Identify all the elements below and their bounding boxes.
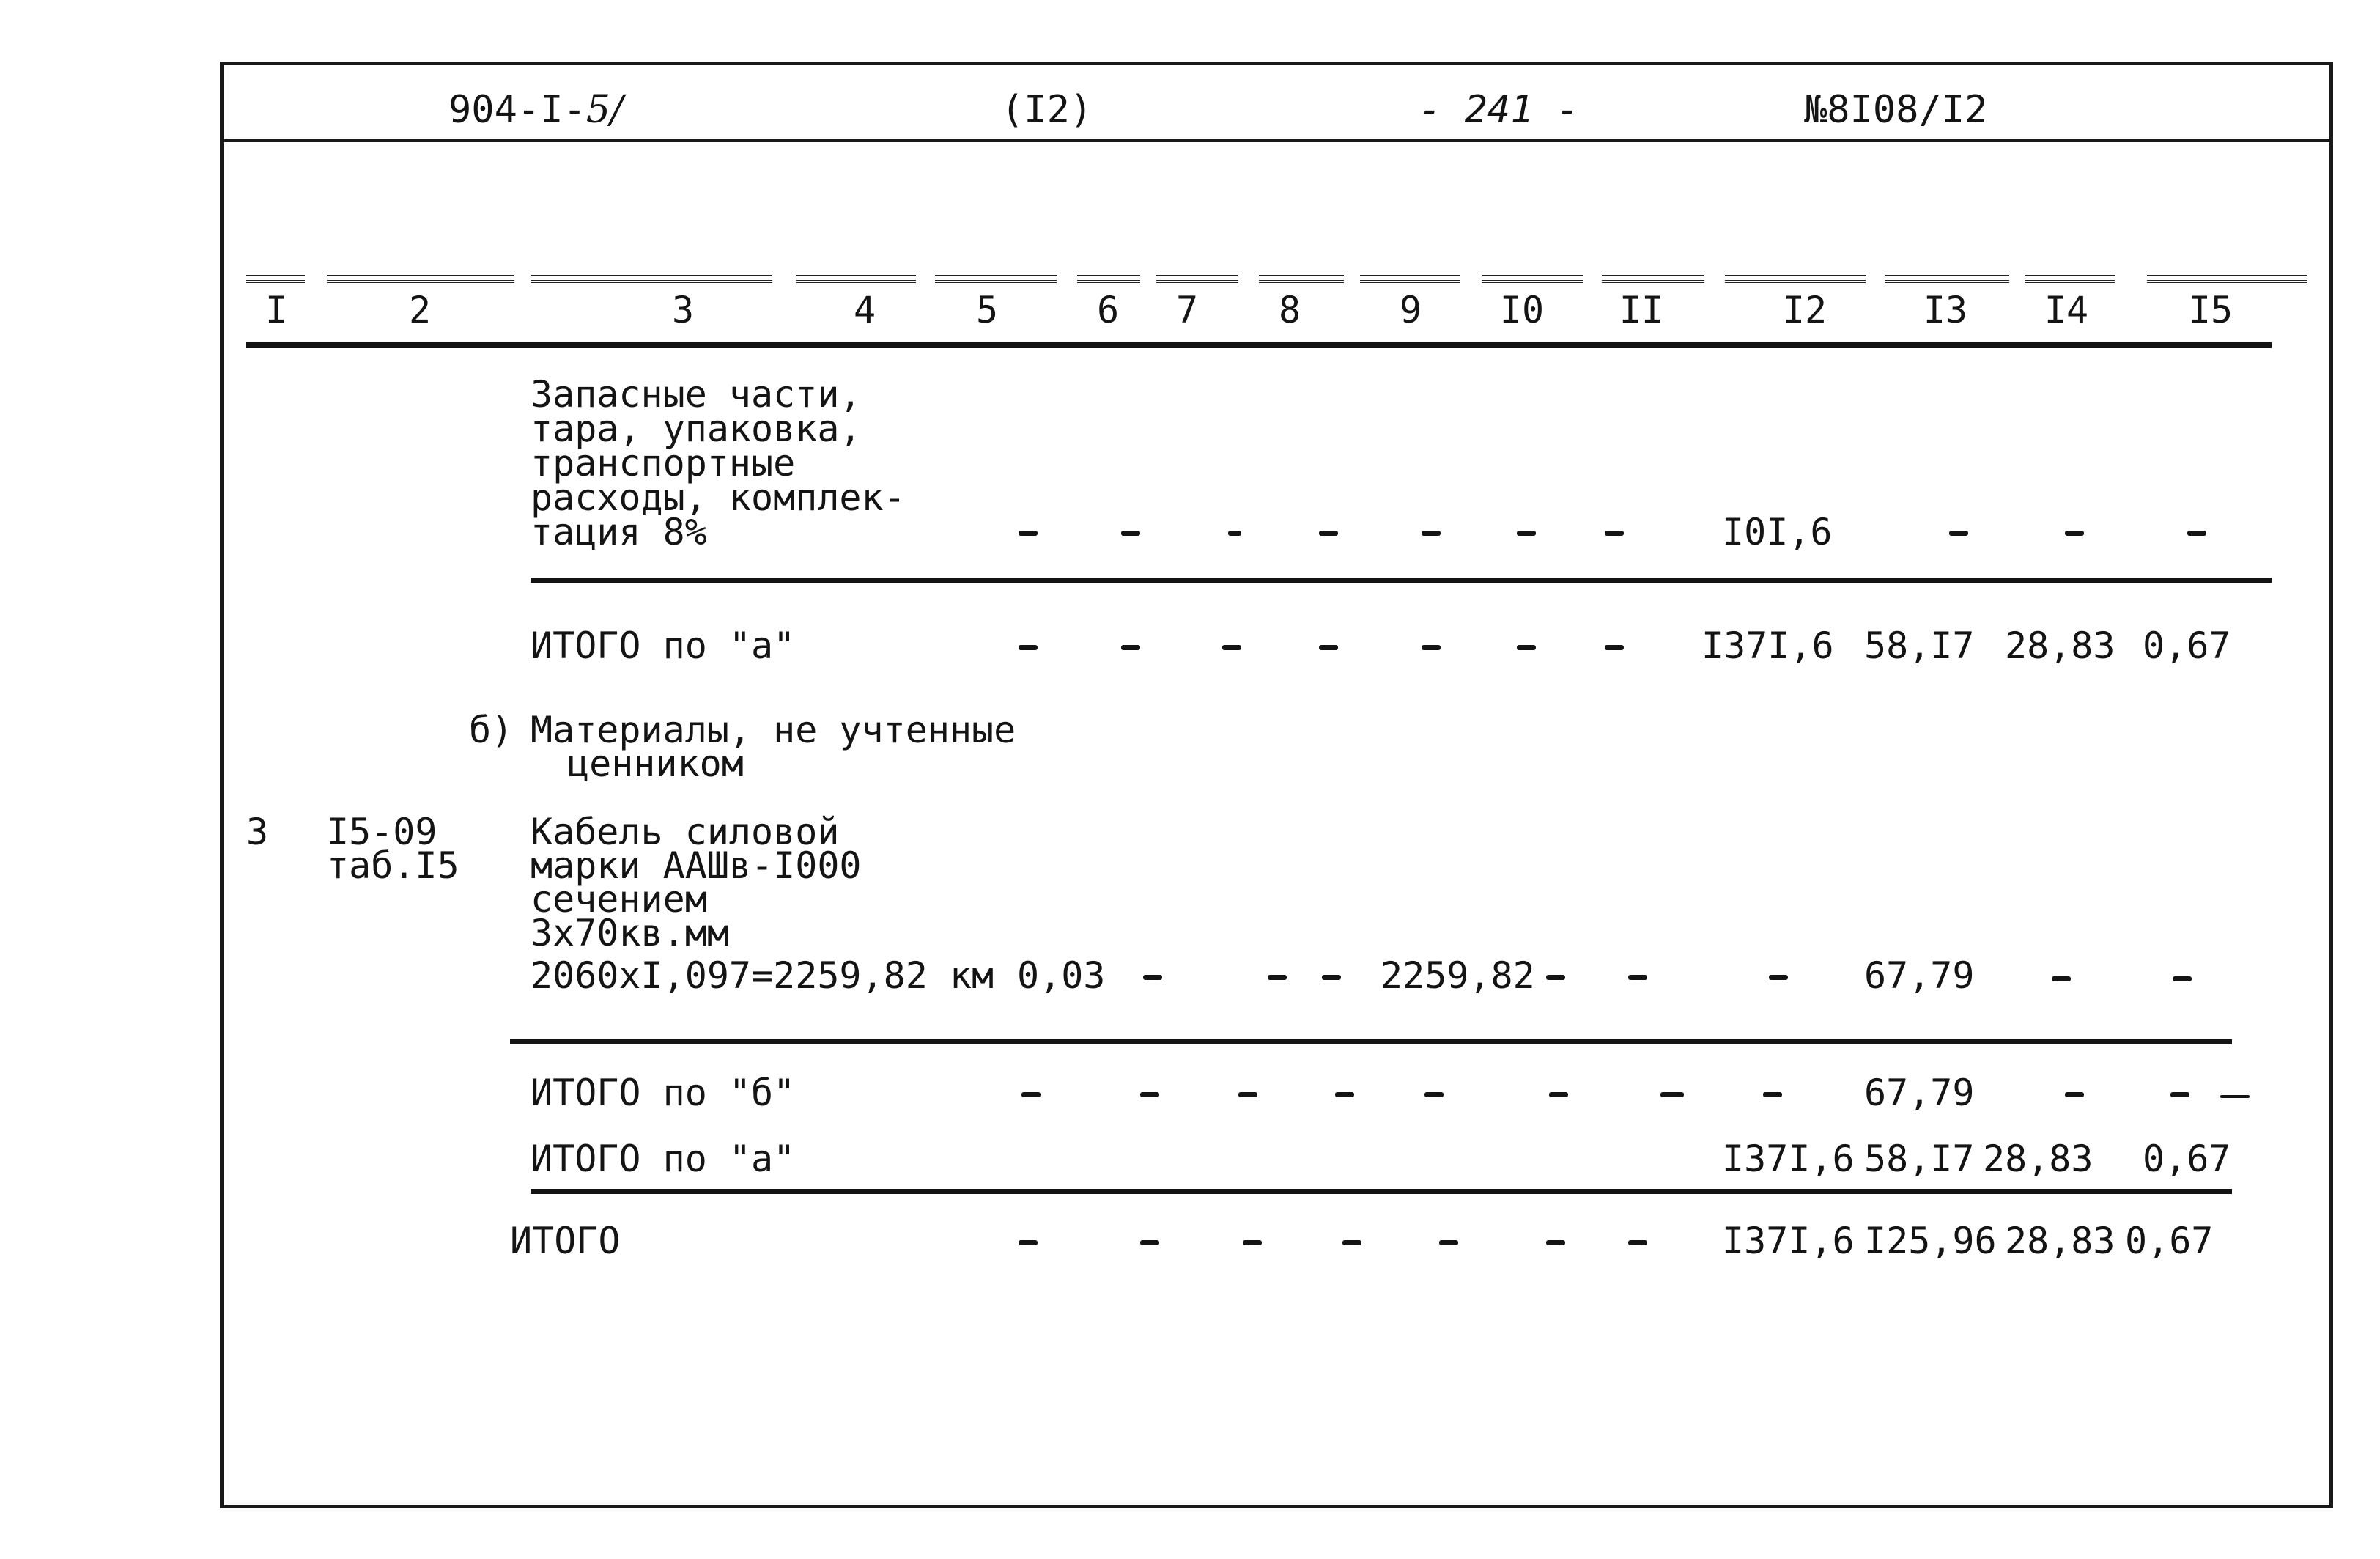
- series-code: 904-I-5/: [448, 88, 624, 132]
- column-rule: [2147, 273, 2307, 283]
- empty-dash: [1549, 1092, 1568, 1097]
- column-number: II: [1619, 289, 1664, 331]
- spare-text-line: Запасные части,: [531, 373, 862, 416]
- empty-dash: [2065, 1092, 2084, 1097]
- spare-col12: I0I,6: [1722, 511, 1833, 553]
- empty-dash: [1019, 1240, 1038, 1245]
- column-rule: [1482, 273, 1583, 283]
- empty-dash: [1949, 531, 1968, 536]
- empty-dash: [2220, 1095, 2250, 1098]
- column-number: 3: [671, 289, 695, 331]
- empty-dash: [1546, 1240, 1565, 1245]
- column-rule: [1885, 273, 2009, 283]
- empty-dash: [1140, 1092, 1159, 1097]
- cable-text-line: Кабель силовой: [531, 811, 840, 853]
- empty-dash: [1335, 1092, 1354, 1097]
- itogo-b-label: ИТОГО по "б": [531, 1072, 796, 1114]
- empty-dash: [1605, 531, 1624, 536]
- empty-dash: [1424, 1092, 1444, 1097]
- column-number: 5: [975, 289, 999, 331]
- section-b-marker: б): [469, 709, 514, 751]
- cable-text-line: 3х70кв.мм: [531, 912, 729, 954]
- empty-dash: [1121, 531, 1140, 536]
- empty-dash: [1228, 531, 1241, 536]
- itogo-total-col15: 0,67: [2125, 1220, 2214, 1262]
- price-reference: I5-09: [327, 811, 437, 853]
- empty-dash: [1238, 1092, 1257, 1097]
- spare-text-line: тация 8%: [531, 511, 707, 553]
- empty-dash: [1121, 645, 1140, 650]
- empty-dash: [1019, 531, 1038, 536]
- price-reference: таб.I5: [327, 844, 459, 887]
- empty-dash: [1422, 645, 1441, 650]
- column-number: I5: [2188, 289, 2233, 331]
- column-rule: [1259, 273, 1344, 283]
- empty-dash: [2187, 531, 2206, 536]
- column-rule: [1602, 273, 1704, 283]
- column-number: 2: [408, 289, 432, 331]
- empty-dash: [1319, 531, 1338, 536]
- itogo-a-repeat-col12: I37I,6: [1722, 1138, 1855, 1180]
- empty-dash: [1268, 975, 1287, 980]
- column-number: I4: [2044, 289, 2089, 331]
- header-divider: [220, 139, 2333, 142]
- column-rule: [935, 273, 1057, 283]
- itogo-a-repeat-col15: 0,67: [2143, 1138, 2231, 1180]
- itogo-a-repeat-col13: 58,I7: [1864, 1138, 1975, 1180]
- empty-dash: [1605, 645, 1624, 650]
- empty-dash: [1763, 1092, 1782, 1097]
- cable-col9: 2259,82: [1381, 954, 1535, 997]
- spare-text-line: расходы, комплек-: [531, 476, 906, 519]
- column-rule: [1725, 273, 1866, 283]
- itogo-b-col13: 67,79: [1864, 1072, 1975, 1114]
- itogo-a-col15: 0,67: [2143, 624, 2231, 667]
- column-number: I: [265, 289, 288, 331]
- empty-dash: [2065, 531, 2084, 536]
- empty-dash: [1660, 1092, 1684, 1097]
- page-number: - 241 -: [1419, 88, 1580, 132]
- empty-dash: [1021, 1092, 1041, 1097]
- itogo-total-col13: I25,96: [1864, 1220, 1997, 1262]
- empty-dash: [1019, 645, 1038, 650]
- row-number: 3: [246, 811, 269, 853]
- itogo-a-col14: 28,83: [2005, 624, 2115, 667]
- empty-dash: [1222, 645, 1241, 650]
- column-number: I2: [1782, 289, 1828, 331]
- empty-dash: [1769, 975, 1788, 980]
- spare-text-line: тара, упаковка,: [531, 408, 862, 450]
- column-number: 9: [1399, 289, 1422, 331]
- itogo-a-col13: 58,I7: [1864, 624, 1975, 667]
- column-rule: [1077, 273, 1140, 283]
- empty-dash: [2170, 1092, 2189, 1097]
- cable-calculation: 2060хI,097=2259,82 км: [531, 954, 994, 997]
- column-rule: [246, 273, 305, 283]
- column-number: I3: [1923, 289, 1968, 331]
- column-rule: [327, 273, 514, 283]
- itogo-a-label: ИТОГО по "а": [531, 624, 796, 667]
- itogo-a-col12: I37I,6: [1701, 624, 1834, 667]
- empty-dash: [1546, 975, 1565, 980]
- column-number: 6: [1096, 289, 1120, 331]
- column-number: 7: [1175, 289, 1199, 331]
- itogo-total-label: ИТОГО: [510, 1220, 621, 1262]
- empty-dash: [2173, 976, 2192, 981]
- empty-dash: [1628, 975, 1647, 980]
- empty-dash: [1322, 975, 1341, 980]
- spare-text-line: транспортные: [531, 442, 796, 484]
- document-number: №8I08/I2: [1804, 88, 1988, 132]
- cable-col13: 67,79: [1864, 954, 1975, 997]
- column-number: 8: [1278, 289, 1301, 331]
- cable-col5: 0,03: [1017, 954, 1106, 997]
- cable-text-line: марки ААШв-I000: [531, 844, 862, 887]
- header-rule: [246, 342, 2272, 348]
- itogo-a-repeat-col14: 28,83: [1983, 1138, 2093, 1180]
- column-rule: [1156, 273, 1238, 283]
- section-rule: [531, 1189, 2232, 1194]
- column-rule: [2025, 273, 2115, 283]
- itogo-a-repeat-label: ИТОГО по "а": [531, 1138, 796, 1180]
- empty-dash: [1319, 645, 1338, 650]
- empty-dash: [1243, 1240, 1262, 1245]
- empty-dash: [1140, 1240, 1159, 1245]
- cable-text-line: сечением: [531, 878, 707, 921]
- column-rule: [1360, 273, 1460, 283]
- section-rule: [531, 578, 2272, 583]
- column-number: I0: [1499, 289, 1545, 331]
- column-number: 4: [853, 289, 876, 331]
- section-b-title: ценником: [567, 742, 744, 785]
- empty-dash: [1517, 531, 1536, 536]
- empty-dash: [1143, 975, 1162, 980]
- empty-dash: [1422, 531, 1441, 536]
- section-b-title: Материалы, не учтенные: [531, 709, 1016, 751]
- itogo-total-col14: 28,83: [2005, 1220, 2115, 1262]
- empty-dash: [1342, 1240, 1361, 1245]
- empty-dash: [1439, 1240, 1458, 1245]
- empty-dash: [1628, 1240, 1647, 1245]
- column-rule: [796, 273, 916, 283]
- sheet-number: (I2): [1001, 88, 1093, 132]
- empty-dash: [1517, 645, 1536, 650]
- column-rule: [531, 273, 772, 283]
- empty-dash: [2052, 976, 2071, 981]
- section-rule: [510, 1039, 2232, 1044]
- itogo-total-col12: I37I,6: [1722, 1220, 1855, 1262]
